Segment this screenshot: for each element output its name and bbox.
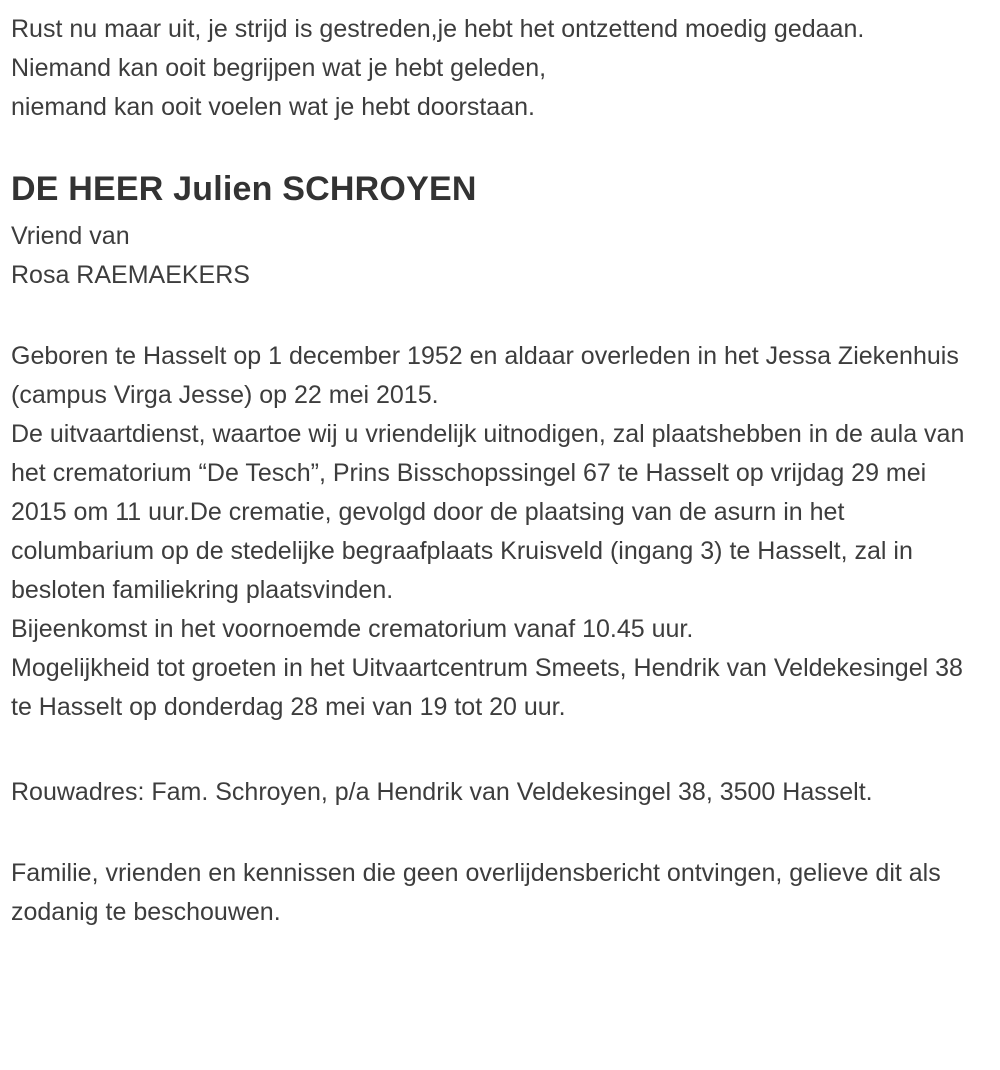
poem-line: Niemand kan ooit begrijpen wat je hebt geleden, xyxy=(11,54,547,82)
poem xyxy=(11,10,988,127)
visitation-paragraph: Mogelijkheid tot groeten in het Uitvaartcentrum Smeets, Hendrik van Veldekesingel 38 te Hasselt op donderdag 28 mei van 19 tot 20 uur. xyxy=(11,654,963,721)
relation-name: Rosa RAEMAEKERS xyxy=(11,261,250,289)
poem-line: Rust nu maar uit, je strijd is gestreden,je hebt het ontzettend moedig gedaan. xyxy=(11,15,865,43)
relation-label: Vriend van xyxy=(11,222,130,250)
relation-block xyxy=(11,217,988,295)
announcement-body xyxy=(11,337,988,727)
birth-death-paragraph: Geboren te Hasselt op 1 december 1952 en aldaar overleden in het Jessa Ziekenhuis (campus Virga Jesse) op 22 mei 2015. xyxy=(11,342,959,409)
funeral-service-paragraph: De uitvaartdienst, waartoe wij u vriendelijk uitnodigen, zal plaatshebben in de aula van het crematorium “De Tesch”, Prins Bisschopssingel 67 te Hasselt op vrijdag 29 mei 2015 om 11 uur.De crematie, gevolgd door de plaatsing van de asurn in het columbarium op de stedelijke begraafplaats Kruisveld (ingang 3) te Hasselt, zal in besloten familiekring plaatsvinden. xyxy=(11,420,965,604)
closing-note: Familie, vrienden en kennissen die geen overlijdensbericht ontvingen, gelieve dit als zodanig te beschouwen. xyxy=(11,859,941,926)
poem-line: niemand kan ooit voelen wat je hebt doorstaan. xyxy=(11,93,535,121)
mourning-address: Rouwadres: Fam. Schroyen, p/a Hendrik van Veldekesingel 38, 3500 Hasselt. xyxy=(11,778,873,806)
gathering-paragraph: Bijeenkomst in het voornoemde crematorium vanaf 10.45 uur. xyxy=(11,615,694,643)
deceased-name-title: DE HEER Julien SCHROYEN xyxy=(11,170,477,208)
